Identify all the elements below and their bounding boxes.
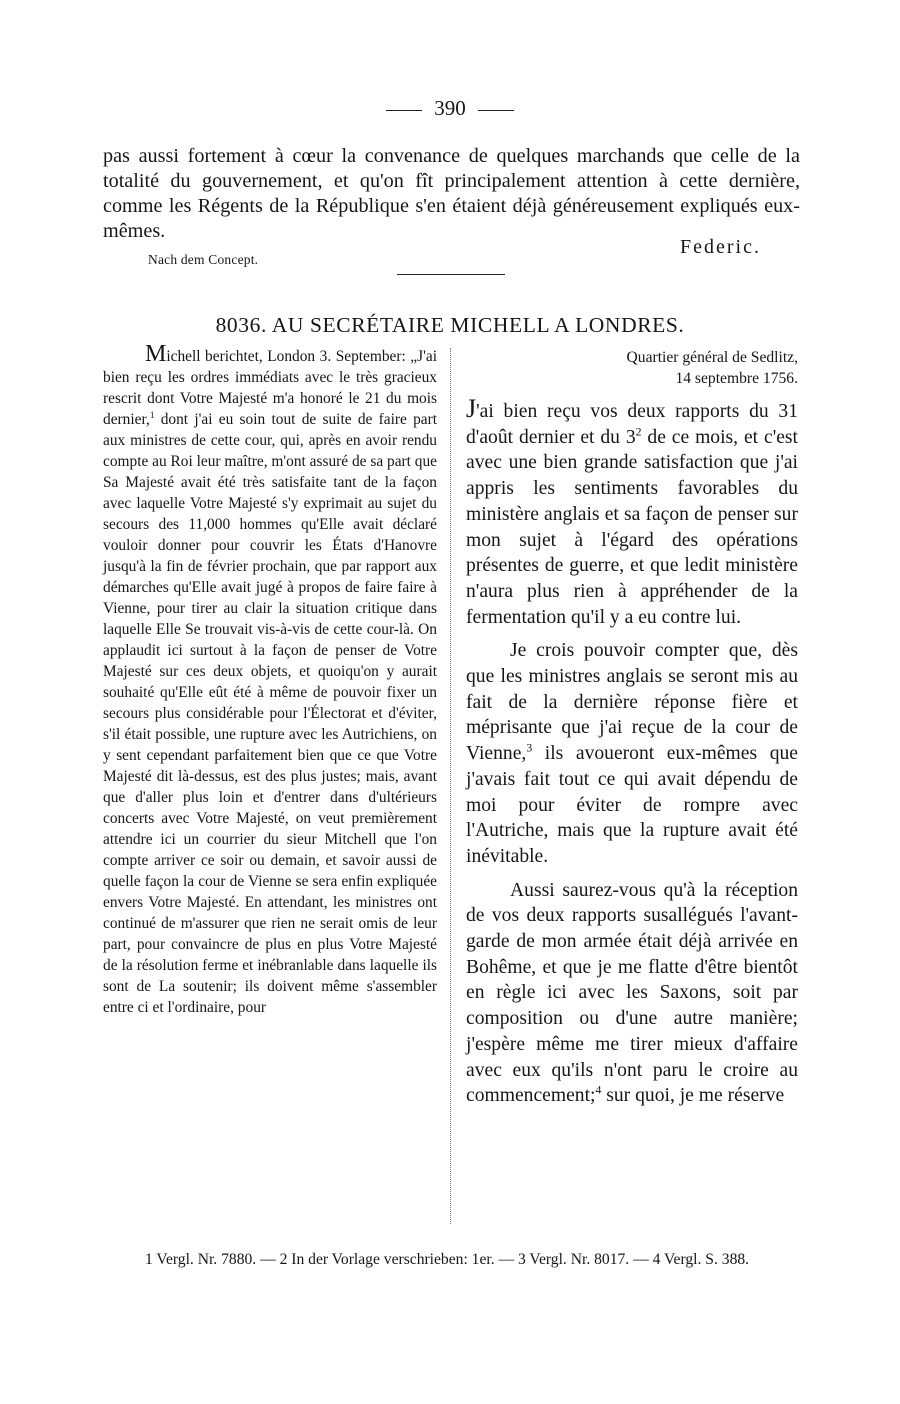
footnotes: [100, 1248, 800, 1271]
source-note: Nach dem Concept.: [148, 252, 259, 267]
para2-text-b: ils avoueront eux-mêmes que j'avais fait tout ce qui avait dépendu de moi pour éviter de rompre avec l'Autriche, mais que la rupture avait été inévitable.: [466, 743, 798, 867]
date-line: 14 septembre 1756.: [675, 370, 798, 387]
footnote-ref-4: 4: [595, 1083, 602, 1097]
letter-paragraph-3: [466, 878, 798, 1109]
letter-number: 8036.: [215, 313, 267, 337]
continuation-text: pas aussi fortement à cœur la convenance de quelques marchands que celle de la totalité du gouvernement, et qu'on fît principalement attention à cette dernière, comme les Régents de la République s'en étaient déjà généreusement expliqués eux-mêmes.: [103, 145, 800, 242]
letter-paragraph-1: [466, 396, 798, 630]
footnotes-text: 1 Vergl. Nr. 7880. — 2 In der Vorlage verschrieben: 1er. — 3 Vergl. Nr. 8017. — 4 Vergl. S. 388.: [145, 1251, 750, 1268]
para1-text-b: de ce mois, et c'est avec une bien grande satisfaction que j'ai appris les sentiments favorables du ministère anglais et sa façon de penser sur mon sujet à l'égard des opérations présentes de guerre, et que ledit ministère n'aura plus rien à appréhender de la fermentation qu'il y a eu contre lui.: [466, 426, 798, 628]
footnote-ref-3: 3: [526, 741, 533, 755]
letter-initial: J: [466, 394, 477, 423]
report-summary: [103, 341, 437, 1018]
para2-text-a: Je crois pouvoir compter que, dès que les ministres anglais se seront mis au fait de la dernière réponse fière et méprisante que j'ai reçue de la cour de Vienne,: [466, 640, 798, 765]
letter-place-date: [466, 347, 798, 389]
letter-heading: [0, 313, 900, 338]
column-divider: [450, 348, 451, 1224]
letter-title: AU SECRÉTAIRE MICHELL A LONDRES.: [271, 313, 685, 337]
running-head: [0, 96, 900, 121]
signature: Federic.: [680, 236, 761, 258]
report-initial: M: [145, 341, 167, 367]
footnote-ref-2: 2: [635, 425, 642, 439]
report-summary-text: ichell berichtet, London 3. September: „J'ai bien reçu les ordres immédiats avec le très gracieux rescrit dont Votre Majesté m'a honoré le 21 du mois dernier,: [103, 348, 437, 428]
letter-body-column: [466, 396, 798, 1109]
footnote-ref-1: 1: [149, 409, 155, 420]
header-rule-left: [386, 110, 422, 111]
continuation-paragraph: [103, 144, 800, 244]
place-line: Quartier général de Sedlitz,: [626, 349, 798, 366]
page-number: 390: [434, 96, 466, 120]
letter-paragraph-2: [466, 638, 798, 869]
para3-text-b: sur quoi, je me réserve: [601, 1085, 785, 1107]
report-summary-column: [103, 341, 437, 1018]
para1-text-a: 'ai bien reçu vos deux rapports du 31 d'août dernier et du 3: [466, 401, 798, 448]
report-summary-text-cont: dont j'ai eu soin tout de suite de faire part aux ministres de cette cour, qui, après en avoir rendu compte au Roi leur maître, m'ont assuré de sa part que Sa Majesté avait été très satisfaite tant de la façon avec laquelle Votre Majesté s'y exprimait au sujet du secours des 11,000 hommes qu'Elle avait déclaré vouloir donner pour couvrir les États d'Hanovre jusqu'à la fin de février prochain, que par rapport aux démarches qu'Elle avait jugé à propos de faire faire à Vienne, pour tirer au clair la situation critique dans laquelle Elle Se trouvait vis-à-vis de cette cour-là. On applaudit ici surtout à la façon de penser de Votre Majesté sur ces deux objets, et quoiqu'on y aurait souhaité qu'Elle eût été à même de pouvoir fixer un secours plus considérable pour l'Électorat et d'éviter, s'il était possible, une rupture avec les Autrichiens, on y sent cependant parfaitement bien que ce que Votre Majesté dit là-dessus, est des plus justes; mais, avant que d'aller plus loin et d'entrer dans d'ultérieurs concerts avec Votre Majesté, on veut premièrement attendre ici un courrier du sieur Mitchell que l'on compte arriver ce soir ou demain, et savoir aussi de quelle façon la cour de Vienne se sera enfin expliquée envers Votre Majesté. En attendant, les ministres ont continué de m'assurer que rien ne serait omis de leur part, pour convaincre de plus en plus Votre Majesté de la résolution ferme et inébranlable dans laquelle ils sont de La soutenir; ils doivent même s'assembler entre ci et l'ordinaire, pour: [103, 411, 437, 1016]
para3-text-a: Aussi saurez-vous qu'à la réception de vos deux rapports susallégués l'avant-garde de mon armée était déjà arrivée en Bohême, et que je me flatte d'être bientôt en règle ici avec les Saxons, soit par composition ou d'une autre manière; j'espère même me tirer mieux d'affaire avec eux qu'ils n'ont paru le croire au commencement;: [466, 879, 798, 1107]
header-rule-right: [478, 110, 514, 111]
section-divider-rule: [397, 274, 505, 275]
